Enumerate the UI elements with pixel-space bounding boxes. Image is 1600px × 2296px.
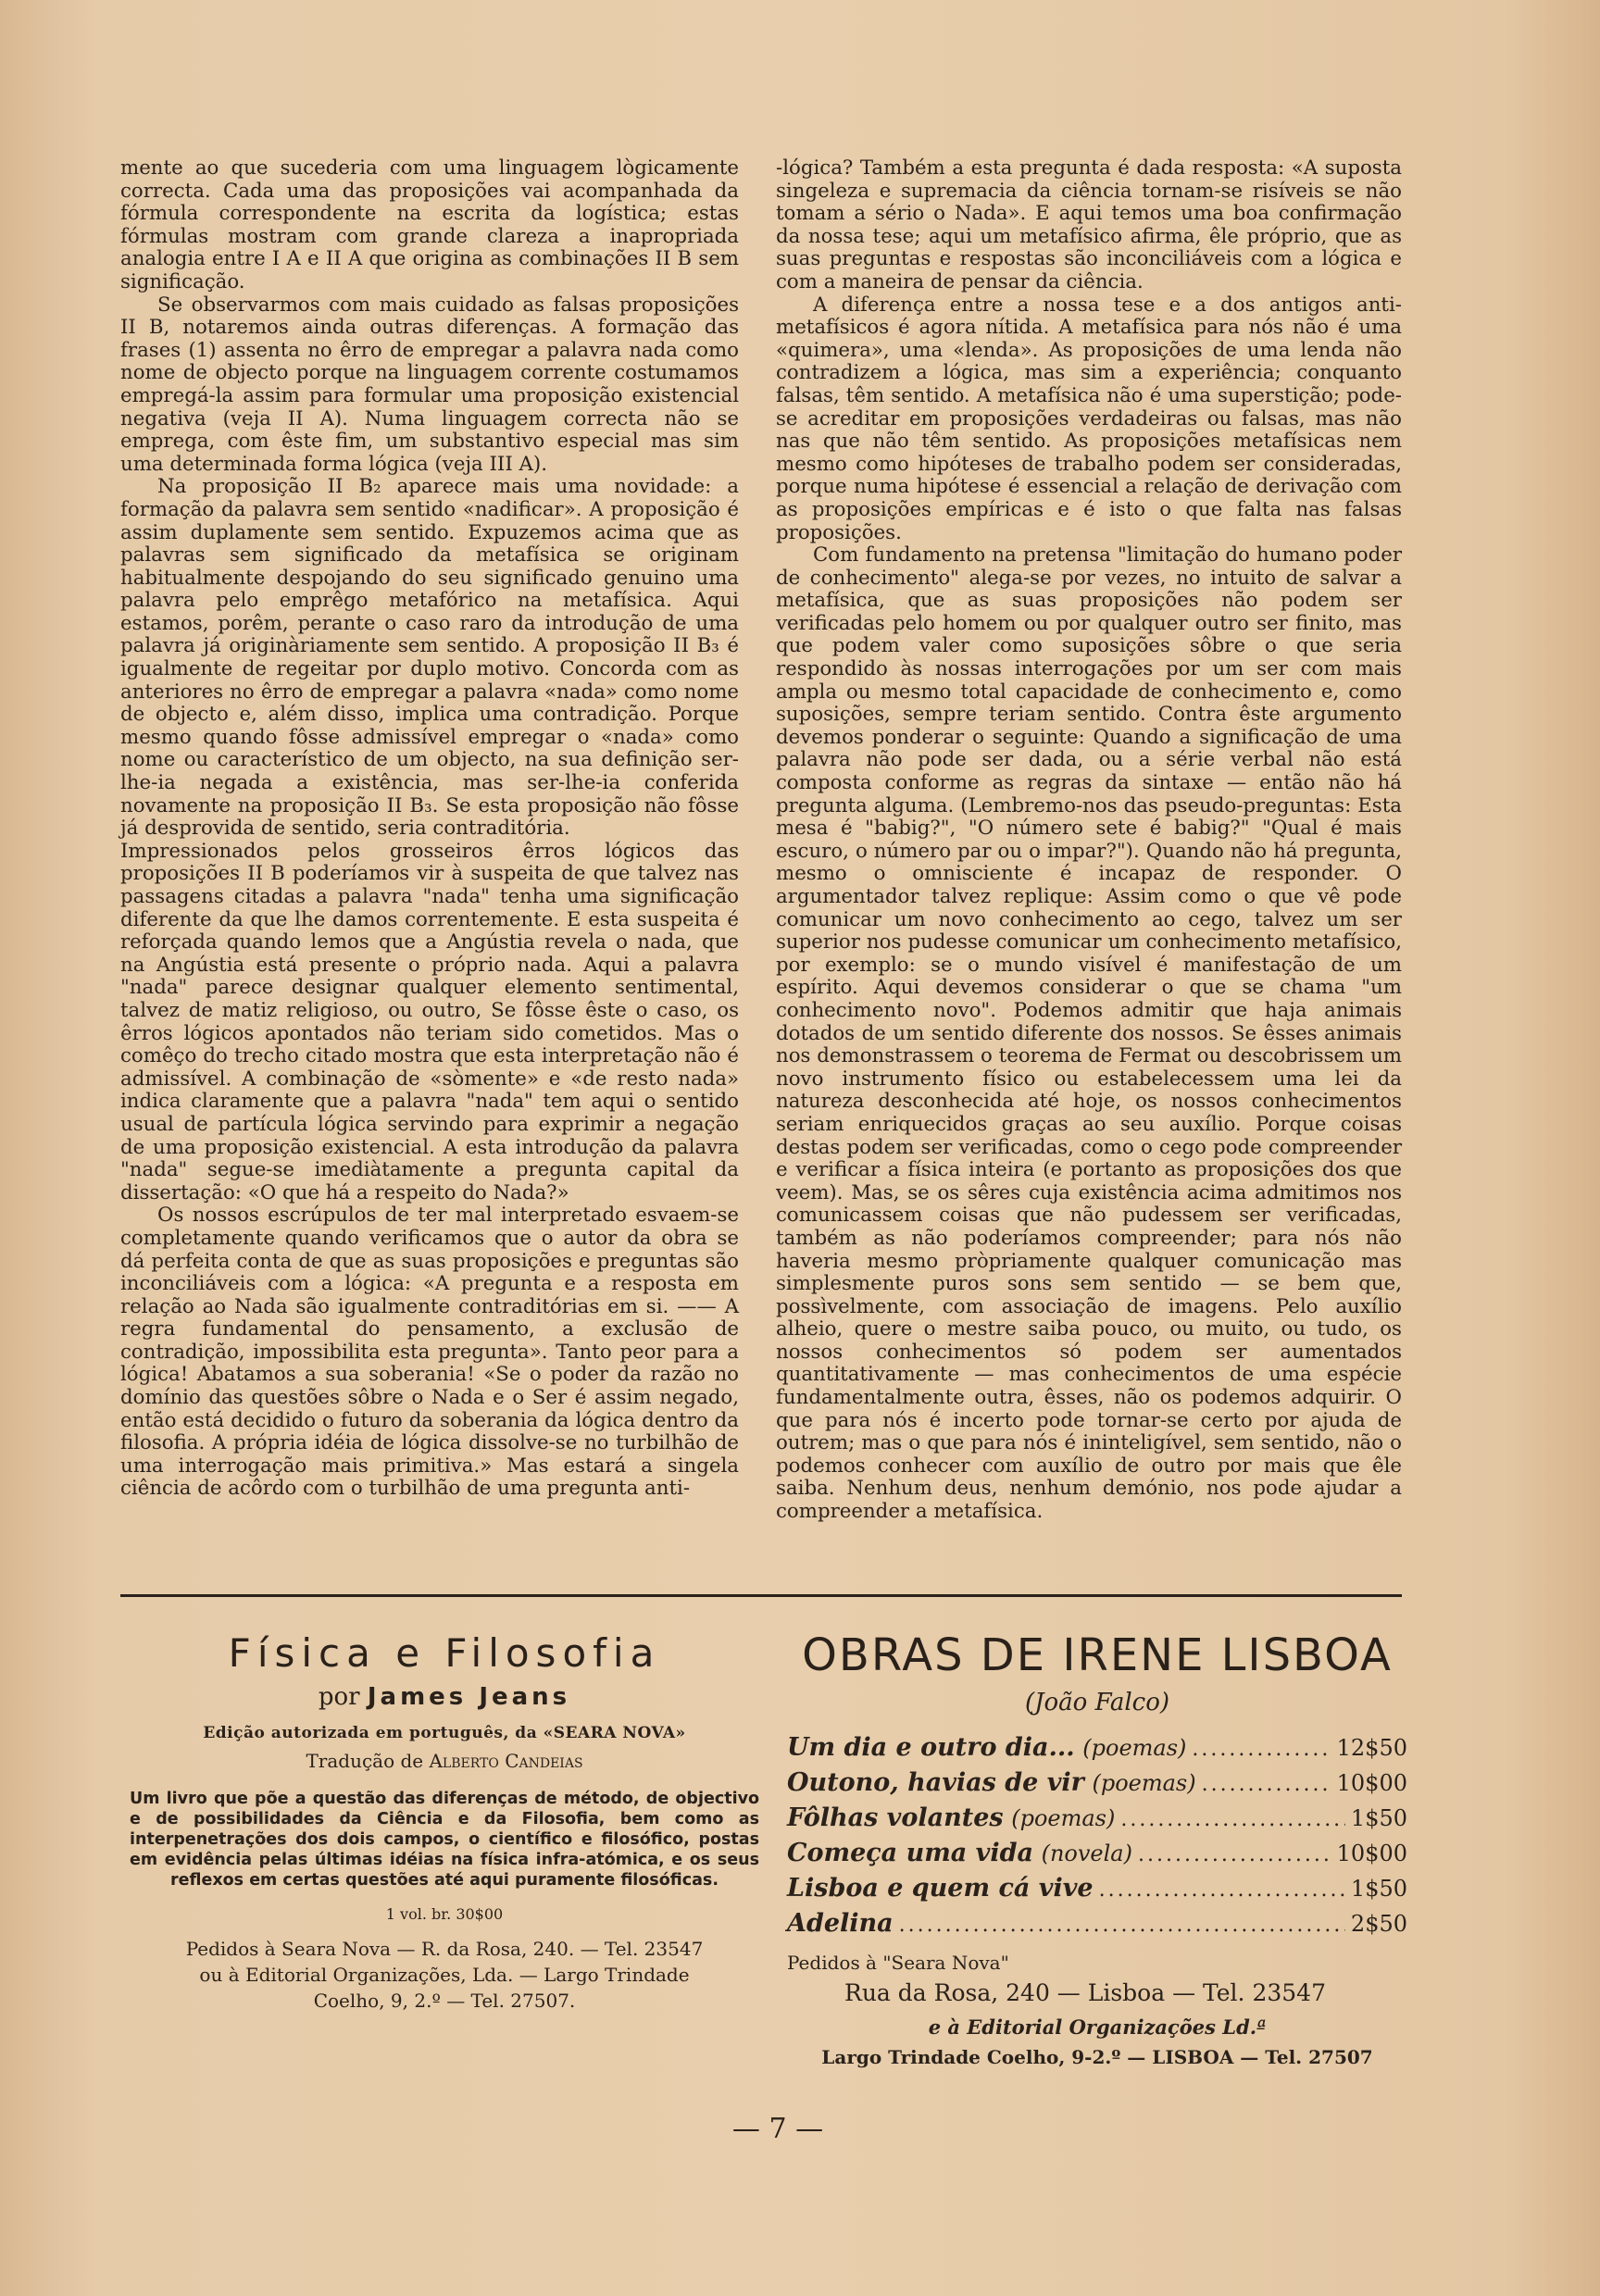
ad-translation — [130, 1750, 759, 1772]
book-title: Outono, havias de vir — [787, 1768, 1084, 1797]
paragraph: Impressionados pelos grosseiros êrros lógicos das proposições II B poderíamos vir à suspeita de que talvez nas passagens citadas a palavra "nada" tenha uma significação diferente da que lhe damos correntemente. E esta suspeita é reforçada quando lemos que a Angústia revela o nada, que na Angústia está presente o próprio nada. Aqui a palavra "nada" parece designar qualquer elemento sentimental, talvez de matiz religioso, ou outro, Se fôsse êste o caso, os êrros lógicos apontados não teriam sido cometidos. Mas o comêço do trecho citado mostra que esta interpretação não é admissível. A combinação de «sòmente» e «de resto nada» indica claramente que a palavra "nada" tem aqui o sentido usual de partícula lógica servindo para exprimir a negação de uma proposição existencial. A esta introdução da palavra "nada" segue-se imediàtamente a pregunta capital da dissertação: «O que há a respeito do Nada?» — [120, 839, 739, 1204]
book-entry — [787, 1907, 1407, 1942]
author-name: James Jeans — [367, 1683, 571, 1711]
leader-dots — [1099, 1874, 1345, 1907]
book-entry — [787, 1766, 1407, 1802]
book-entry — [787, 1731, 1407, 1766]
book-price: 1$50 — [1350, 1805, 1407, 1831]
ad-author — [130, 1681, 759, 1713]
book-genre: (poemas) — [1011, 1805, 1116, 1831]
paragraph: Com fundamento na pretensa "limitação do humano poder de conhecimento" alega-se por vezes, no intuito de salvar a metafísica, que as suas proposições não podem ser verificadas pelo homem ou por qualquer outro ser finito, mas que podem valer como suposições sôbre o que seria respondido às nossas interrogações por um ser com mais ampla ou mesmo total capacidade de conhecimento e, como suposições, sempre teriam sentido. Contra êste argumento devemos ponderar o seguinte: Quando a significação de uma palavra não pode ser dada, ou a série verbal não está composta conforme as regras da sintaxe — então não há pregunta alguma. (Lembremo-nos das pseudo-preguntas: Esta mesa é "babig?", "O número sete é babig?" "Qual é mais escuro, o número par ou o impar?"). Quando não há pregunta, mesmo o omnisciente é incapaz de responder. O argumentador talvez replique: Assim como o que vê pode comunicar um novo conhecimento ao cego, talvez um ser superior nos pudesse comunicar um conhecimento metafísico, por exemplo: se o mundo visível é manifestação de um espírito. Aqui devemos considerar o que se chama "um conhecimento novo". Podemos admitir que haja animais dotados de um sentido diferente dos nossos. Se êsses animais nos demonstrassem o teorema de Fermat ou descobrissem um novo instrumento físico ou estabelecessem uma lei da natureza desconhecida até hoje, os nossos conhecimentos seriam enriquecidos graças ao seu auxílio. Porque coisas destas podem ser verificadas, como o cego pode compreender e verificar a física inteira (e portanto as proposições dos que veem). Mas, se os sêres cuja existência acima admitimos nos comunicassem coisas que não pudessem ser verificadas, também as não poderíamos compreender; para nós não haveria mesmo pròpriamente qualquer comunicação mas simplesmente puros sons sem sentido — se bem que, possìvelmente, com associação de imagens. Pelo auxílio alheio, quere o mestre saiba pouco, ou muito, ou tudo, os nossos conhecimentos só podem ser aumentados quantitativamente — mas conhecimentos de uma espécie fundamentalmente outra, êsses, não os podemos adquirir. O que para nós é incerto pode tornar-se certo por ajuda de outrem; mas o que para nós é ininteligível, sem sentido, não o podemos conhecer com auxílio de outro por mais que êle saiba. Nenhum deus, nenhum demónio, nos pode ajudar a compreender a metafísica. — [776, 543, 1402, 1524]
book-genre: (novela) — [1041, 1841, 1132, 1866]
advertisement-fisica-filosofia — [130, 1629, 759, 2014]
paragraph: A diferença entre a nossa tese e a dos antigos anti-metafísicos é agora nítida. A metafísica para nós não é uma «quimera», uma «lenda». As proposições de uma lenda não contradizem a lógica, mas sim a experiência; conquanto falsas, têm sentido. A metafísica não é uma superstição; pode-se acreditar em proposições verdadeiras ou falsas, mas não nas que não têm sentido. As proposições metafísicas nem mesmo como hipóteses de trabalho podem ser consideradas, porque numa hipótese é essencial a relação de derivação com as proposições empíricas e é isto o que falta nas falsas proposições. — [776, 293, 1402, 544]
leader-dots — [899, 1909, 1345, 1942]
orders-label: Pedidos à "Seara Nova" — [787, 1952, 1009, 1974]
paragraph: mente ao que sucederia com uma linguagem lògicamente correcta. Cada uma das proposições vai acompanhada da fórmula correspondente na escrita da logística; estas fórmulas mostram com grande clareza a inapropriada analogia entre I A e II A que origina as combinações II B sem significação. — [120, 156, 739, 293]
book-title: Começa uma vida — [787, 1839, 1033, 1867]
translation-prefix: Tradução de — [306, 1750, 424, 1772]
orders-line: ou à Editorial Organizações, Lda. — Largo Trindade — [199, 1964, 690, 1986]
book-title: Fôlhas volantes — [787, 1803, 1004, 1832]
leader-dots — [1138, 1839, 1331, 1872]
leader-dots — [1120, 1803, 1345, 1837]
paragraph: Os nossos escrúpulos de ter mal interpretado esvaem-se completamente quando verificamos que o autor da obra se dá perfeita conta de que as suas proposições e preguntas são inconciliáveis com a lógica: «A pregunta e a resposta em relação ao Nada são igualmente contraditórias em si. —— A regra fundamental do pensamento, a exclusão de contradição, impossibilita esta pregunta». Tanto peor para a lógica! Abatamos a sua soberania! «Se o poder da razão no domínio das questões sôbre o Nada e o Ser é assim negado, então está decidido o futuro da soberania da lógica dentro da filosofia. A própria idéia de lógica dissolve-se no turbilhão de uma interrogação mais primitiva.» Mas estará a singela ciência de acôrdo com o turbilhão de uma pregunta anti- — [120, 1204, 739, 1501]
book-genre: (poemas) — [1082, 1735, 1187, 1761]
paragraph: Na proposição II B₂ aparece mais uma novidade: a formação da palavra sem sentido «nadificar». A proposição é assim duplamente sem sentido. Expuzemos acima que as palavras sem significado da metafísica se originam habitualmente despojando do seu significado genuino uma palavra pelo emprêgo metafórico na metafísica. Aqui estamos, porêm, perante o caso raro da introdução de uma palavra já originàriamente sem sentido. A proposição II B₃ é igualmente de regeitar por duplo motivo. Concorda com as anteriores no êrro de empregar a palavra «nada» como nome de objecto e, além disso, implica uma contradição. Porque mesmo quando fôsse admissível empregar o «nada» como nome ou característico de um objecto, na sua definição ser-lhe-ia negada a existência, mas ser-lhe-ia conferida novamente na proposição II B₃. Se esta proposição não fôsse já desprovida de sentido, seria contraditória. — [120, 475, 739, 841]
translator-name: Alberto Candeias — [429, 1750, 583, 1772]
orders-line: Pedidos à Seara Nova — R. da Rosa, 240. — Tel. 23547 — [185, 1938, 704, 1960]
book-price: 2$50 — [1350, 1911, 1407, 1937]
book-title: Adelina — [787, 1909, 894, 1938]
ad-orders — [130, 1936, 759, 2014]
leader-dots — [1202, 1768, 1331, 1802]
author-prefix: por — [318, 1683, 360, 1711]
advertisement-obras-irene-lisboa — [787, 1629, 1407, 2068]
ad-description: Um livro que põe a questão das diferenças de método, de objectivo e de possibilidades da Ciência e da Filosofia, bem como as interpenetrações dos dois campos, o científico e filosófico, postas em evidência pelas últimas idéias na física infra-atómica, e os seus reflexos em certas questões até aqui puramente filosóficas. — [130, 1790, 759, 1890]
page-number: — 7 — — [731, 2113, 824, 2145]
book-title: Um dia e outro dia... — [787, 1733, 1075, 1762]
book-title: Lisboa e quem cá vive — [787, 1874, 1094, 1903]
paragraph: Se observarmos com mais cuidado as falsas proposições II B, notaremos ainda outras diferenças. A formação das frases (1) assenta no êrro de empregar a palavra nada como nome de objecto porque na linguagem corrente costumamos empregá-la assim para formular uma proposição existencial negativa (veja II A). Numa linguagem correcta não se emprega, com êste fim, um substantivo especial mas sim uma determinada forma lógica (veja III A). — [120, 293, 739, 476]
ad-title: Física e Filosofia — [228, 1630, 661, 1676]
ad-title: OBRAS DE IRENE LISBOA — [802, 1629, 1393, 1681]
book-entry — [787, 1837, 1407, 1872]
ad-edition: Edição autorizada em português, da «SEARA NOVA» — [203, 1724, 686, 1742]
ad-price: 1 vol. br. 30$00 — [385, 1905, 504, 1923]
editorial-name: e à Editorial Organizações Ld.ª — [928, 2015, 1267, 2039]
book-genre: (poemas) — [1092, 1770, 1196, 1796]
book-entry — [787, 1872, 1407, 1907]
book-price: 12$50 — [1336, 1735, 1407, 1761]
book-price: 1$50 — [1350, 1876, 1407, 1902]
article-right-column — [776, 157, 1402, 1524]
book-price: 10$00 — [1336, 1841, 1407, 1866]
leader-dots — [1192, 1733, 1331, 1766]
editorial-address: Largo Trindade Coelho, 9-2.º — LISBOA — Tel. 27507 — [821, 2046, 1373, 2068]
book-list — [787, 1731, 1407, 1942]
article-left-column — [120, 157, 739, 1501]
horizontal-divider — [120, 1594, 1402, 1597]
book-entry — [787, 1802, 1407, 1837]
paragraph: -lógica? Também a esta pregunta é dada resposta: «A suposta singeleza e supremacia da ciência tornam-se risíveis se não tomam a sério o Nada». E aqui temos uma boa confirmação da nossa tese; aqui um metafísico afirma, êle próprio, que as suas preguntas e respostas são inconciliáveis com a lógica e com a maneira de pensar da ciência. — [776, 156, 1402, 293]
orders-address: Rua da Rosa, 240 — Lisboa — Tel. 23547 — [844, 1979, 1326, 2006]
book-price: 10$00 — [1336, 1770, 1407, 1796]
ad-subtitle: (João Falco) — [1024, 1689, 1170, 1716]
orders-line: Coelho, 9, 2.º — Tel. 27507. — [313, 1990, 576, 2012]
